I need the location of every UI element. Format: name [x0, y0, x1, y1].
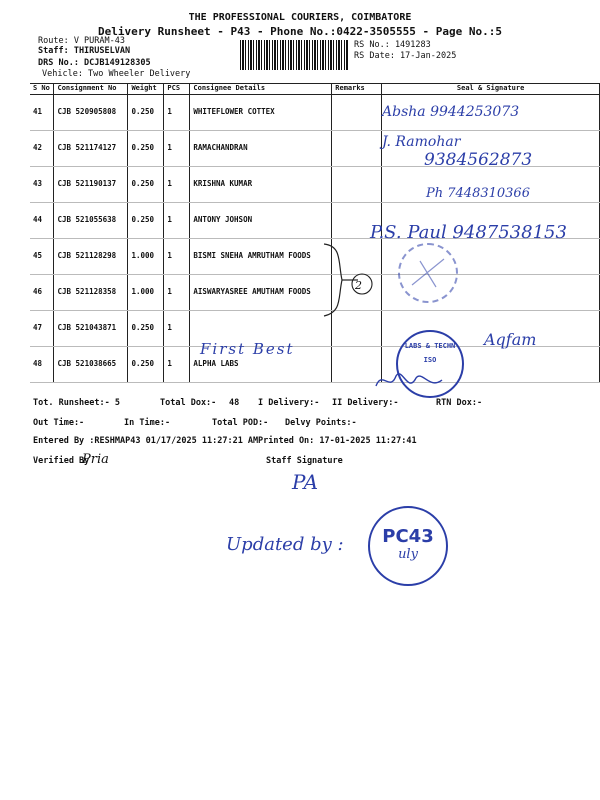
entered-by: Entered By :RESHMAP43 01/17/2025 11:27:21 AM	[33, 436, 259, 446]
cell-consignee: KRISHNA KUMAR	[190, 167, 332, 203]
printed-on: Printed On: 17-01-2025 11:27:41	[258, 436, 417, 446]
bracket-mark	[318, 240, 378, 320]
col-weight: Weight	[128, 84, 164, 95]
col-consignment: Consignment No	[54, 84, 128, 95]
cell-weight: 0.250	[128, 311, 164, 347]
stamp-code: PC43	[382, 526, 434, 547]
barcode	[240, 40, 348, 70]
stamp-initial: uly	[398, 547, 418, 562]
staff-signature: PA	[292, 470, 319, 494]
row-48-scribble	[372, 366, 452, 396]
tot-runsheet: Tot. Runsheet:- 5	[33, 398, 120, 408]
cell-weight: 0.250	[128, 95, 164, 131]
cell-consignee: ALPHA LABS	[190, 347, 332, 383]
cell-pcs: 1	[164, 95, 190, 131]
rtn-dox: RTN Dox:-	[436, 398, 483, 408]
cell-sno: 41	[30, 95, 54, 131]
i-delivery: I Delivery:-	[258, 398, 320, 408]
cell-consignment: CJB 521128358	[54, 275, 128, 311]
cell-weight: 0.250	[128, 347, 164, 383]
rs-no: RS No.: 1491283	[354, 40, 431, 50]
cell-consignment: CJB 520905808	[54, 95, 128, 131]
route: Route: V PURAM-43	[38, 36, 125, 46]
cell-consignee: AISWARYASREE AMUTHAM FOODS	[190, 275, 332, 311]
drs-no: DRS No.: DCJB149128305	[38, 58, 151, 68]
cell-sno: 44	[30, 203, 54, 239]
in-time: In Time:-	[124, 418, 171, 428]
delvy-points: Delvy Points:-	[285, 418, 357, 428]
cell-sno: 48	[30, 347, 54, 383]
cell-pcs: 1	[164, 239, 190, 275]
cell-pcs: 1	[164, 311, 190, 347]
total-dox-value: 48	[229, 398, 240, 408]
cell-weight: 1.000	[128, 275, 164, 311]
total-dox-label: Total Dox:-	[160, 398, 217, 408]
signature-row-42-phone: 9384562873	[424, 150, 533, 170]
seal-stamp	[398, 243, 458, 303]
company-name: THE PROFESSIONAL COURIERS, COIMBATORE	[188, 12, 412, 23]
cell-consignee: WHITEFLOWER COTTEX	[190, 95, 332, 131]
cell-weight: 1.000	[128, 239, 164, 275]
cell-sno: 46	[30, 275, 54, 311]
stamp-iso: ISO	[423, 356, 437, 364]
ii-delivery: II Delivery:-	[332, 398, 399, 408]
cell-sno: 43	[30, 167, 54, 203]
col-remarks: Remarks	[332, 84, 382, 95]
cell-consignee: ANTONY JOHSON	[190, 203, 332, 239]
cell-consignment: CJB 521128298	[54, 239, 128, 275]
cell-pcs: 1	[164, 275, 190, 311]
seal-mark-icon	[400, 245, 456, 301]
cell-remarks	[332, 95, 382, 131]
updated-by-note: Updated by :	[226, 534, 344, 555]
table-row	[30, 347, 600, 383]
verified-by: Verified By	[33, 456, 90, 466]
out-time: Out Time:-	[33, 418, 85, 428]
runsheet-title: Delivery Runsheet - P43 - Phone No.:0422-3505555 - Page No.:5	[98, 25, 502, 38]
staff: Staff: THIRUSELVAN	[38, 46, 131, 56]
cell-consignment: CJB 521038665	[54, 347, 128, 383]
stamp-label: LABS & TECHN	[404, 342, 456, 350]
cell-pcs: 1	[164, 167, 190, 203]
verified-signature: Pria	[82, 452, 109, 467]
cell-consignment: CJB 521055638	[54, 203, 128, 239]
cell-pcs: 1	[164, 131, 190, 167]
cell-sno: 42	[30, 131, 54, 167]
cell-remarks	[332, 167, 382, 203]
col-pcs: PCS	[164, 84, 190, 95]
table-header-row	[30, 84, 600, 95]
signature-row-47: First Best	[200, 340, 295, 358]
cell-weight: 0.250	[128, 167, 164, 203]
col-consignee: Consignee Details	[190, 84, 332, 95]
cell-sno: 47	[30, 311, 54, 347]
cell-consignee: BISMI SNEHA AMRUTHAM FOODS	[190, 239, 332, 275]
signature-row-42-name: J. Ramohar	[382, 134, 461, 150]
signature-row-41: Absha 9944253073	[382, 104, 520, 120]
col-sno: S No	[30, 84, 54, 95]
cell-pcs: 1	[164, 347, 190, 383]
signature-row-43: Ph 7448310366	[426, 186, 530, 201]
cell-sno: 45	[30, 239, 54, 275]
cell-consignment: CJB 521174127	[54, 131, 128, 167]
staff-signature-label: Staff Signature	[266, 456, 343, 466]
table-row	[30, 275, 600, 311]
signature-row-44: P.S. Paul 9487538153	[370, 222, 567, 243]
cell-weight: 0.250	[128, 203, 164, 239]
pc43-stamp	[368, 506, 448, 586]
vehicle: Vehicle: Two Wheeler Delivery	[42, 69, 191, 79]
cell-weight: 0.250	[128, 131, 164, 167]
col-signature: Seal & Signature	[382, 84, 600, 95]
table-row	[30, 239, 600, 275]
cell-consignee: RAMACHANDRAN	[190, 131, 332, 167]
rs-date: RS Date: 17-Jan-2025	[354, 51, 457, 61]
total-pod: Total POD:-	[212, 418, 269, 428]
signature-row-48: Aqfam	[484, 330, 537, 349]
bracket-count: 2	[355, 279, 362, 292]
cell-pcs: 1	[164, 203, 190, 239]
cell-consignment: CJB 521190137	[54, 167, 128, 203]
cell-consignment: CJB 521043871	[54, 311, 128, 347]
cell-remarks	[332, 131, 382, 167]
